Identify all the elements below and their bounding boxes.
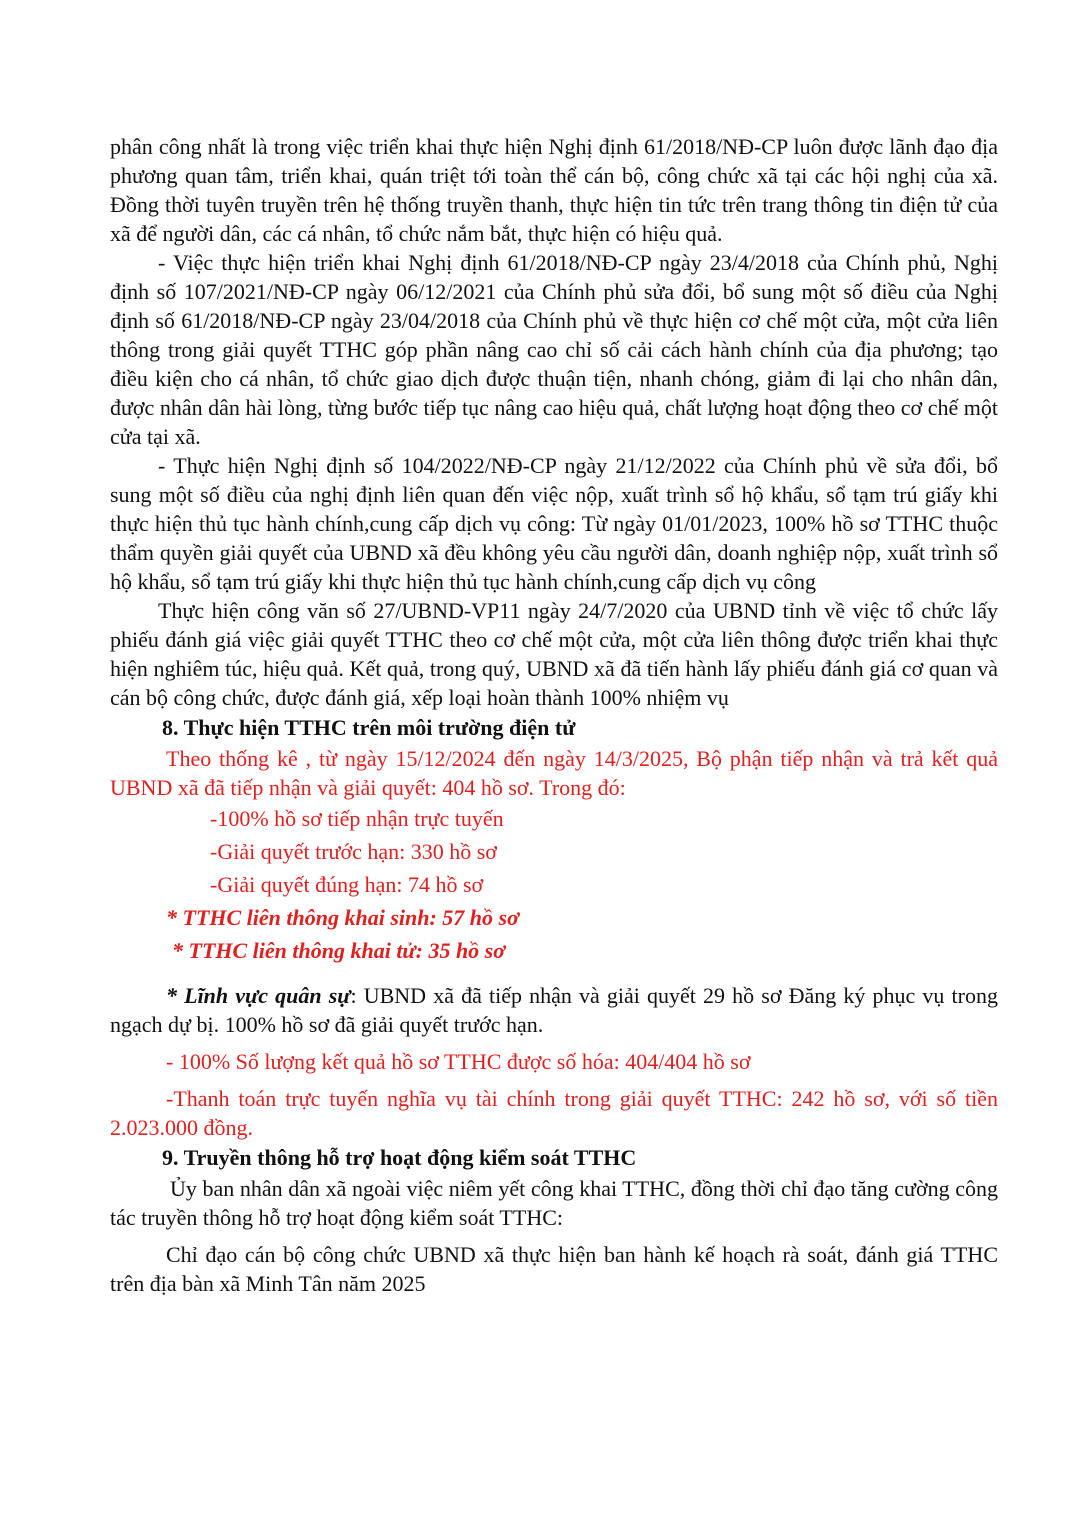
spacer <box>110 1232 998 1240</box>
spacer <box>110 967 998 981</box>
digitized-results: - 100% Số lượng kết quả hồ sơ TTHC được số hóa: 404/404 hồ sơ <box>166 1049 751 1074</box>
military-paragraph <box>110 981 998 1039</box>
paragraph-implementation-intro: phân công nhất là trong việc triển khai thực hiện Nghị định 61/2018/NĐ-CP luôn được lãnh đạo địa phương quan tâm, triển khai, quán triệt tới toàn thể cán bộ, công chức xã tại các hội nghị của xã. Đồng thời tuyên truyền trên hệ thống truyền thanh, thực hiện tin tức trên trang thông tin điện tử của xã để người dân, các cá nhân, tổ chức nắm bắt, thực hiện có hiệu quả. <box>110 134 998 246</box>
paragraph-survey-evaluation: Thực hiện công văn số 27/UBND-VP11 ngày 24/7/2020 của UBND tỉnh về việc tổ chức lấy phiếu đánh giá việc giải quyết TTHC theo cơ chế một cửa, một cửa liên thông được triển khai thực hiện nghiêm túc, hiệu quả. Kết quả, trong quý, UBND xã đã tiến hành lấy phiếu đánh giá cơ quan và cán bộ công chức, được đánh giá, xếp loại hoàn thành 100% nhiệm vụ <box>110 598 998 710</box>
spacer <box>110 1076 998 1084</box>
section-8-intro: Theo thống kê , từ ngày 15/12/2024 đến ngày 14/3/2025, Bộ phận tiếp nhận và trả kết quả UBND xã đã tiếp nhận và giải quyết: 404 hồ sơ. Trong đó: <box>110 746 998 800</box>
section-8-bullet: -Giải quyết đúng hạn: 74 hồ sơ <box>210 872 484 897</box>
section-8-heading: 8. Thực hiện TTHC trên môi trường điện tử <box>162 715 576 740</box>
military-text: : UBND xã đã tiếp nhận và giải quyết 29 hồ sơ Đăng ký phục vụ trong ngạch dự bị. 100% hồ sơ đã giải quyết trước hạn. <box>110 983 998 1037</box>
paragraph-decree-104: - Thực hiện Nghị định số 104/2022/NĐ-CP ngày 21/12/2022 của Chính phủ về sửa đổi, bổ sung một số điều của nghị định liên quan đến việc nộp, xuất trình sổ hộ khẩu, sổ tạm trú giấy khi thực hiện thủ tục hành chính,cung cấp dịch vụ công: Từ ngày 01/01/2023, 100% hồ sơ TTHC thuộc thẩm quyền giải quyết của UBND xã đều không yêu cầu người dân, doanh nghiệp nộp, xuất trình sổ hộ khẩu, sổ tạm trú giấy khi thực hiện thủ tục hành chính,cung cấp dịch vụ công <box>110 453 998 594</box>
section-8-bullet: -100% hồ sơ tiếp nhận trực tuyến <box>210 806 504 831</box>
birth-registration-count: * TTHC liên thông khai sinh: 57 hồ sơ <box>166 905 519 930</box>
section-9-directive: Chỉ đạo cán bộ công chức UBND xã thực hiện ban hành kế hoạch rà soát, đánh giá TTHC trên địa bàn xã Minh Tân năm 2025 <box>110 1242 998 1296</box>
section-9-heading: 9. Truyền thông hỗ trợ hoạt động kiểm soát TTHC <box>162 1145 637 1170</box>
document-body <box>110 132 998 1298</box>
online-payment: -Thanh toán trực tuyến nghĩa vụ tài chính trong giải quyết TTHC: 242 hồ sơ, với số tiền 2.023.000 đồng. <box>110 1086 998 1140</box>
death-registration-count: * TTHC liên thông khai tử: 35 hồ sơ <box>172 938 506 963</box>
section-8-bullet: -Giải quyết trước hạn: 330 hồ sơ <box>210 839 497 864</box>
military-label: * Lĩnh vực quân sự <box>166 983 351 1008</box>
spacer <box>110 1039 998 1047</box>
paragraph-decree-61: - Việc thực hiện triển khai Nghị định 61/2018/NĐ-CP ngày 23/4/2018 của Chính phủ, Nghị định số 107/2021/NĐ-CP ngày 06/12/2021 của Chính phủ sửa đổi, bổ sung một số điều của Nghị định số 61/2018/NĐ-CP ngày 23/04/2018 của Chính phủ về thực hiện cơ chế một cửa, một cửa liên thông trong giải quyết TTHC góp phần nâng cao chỉ số cải cách hành chính của địa phương; tạo điều kiện cho cá nhân, tổ chức giao dịch được thuận tiện, nhanh chóng, giảm đi lại cho nhân dân, được nhân dân hài lòng, từng bước tiếp tục nâng cao hiệu quả, chất lượng hoạt động theo cơ chế một cửa tại xã. <box>110 250 998 449</box>
section-9-paragraph: Ủy ban nhân dân xã ngoài việc niêm yết công khai TTHC, đồng thời chỉ đạo tăng cường công tác truyền thông hỗ trợ hoạt động kiểm soát TTHC: <box>110 1176 998 1230</box>
